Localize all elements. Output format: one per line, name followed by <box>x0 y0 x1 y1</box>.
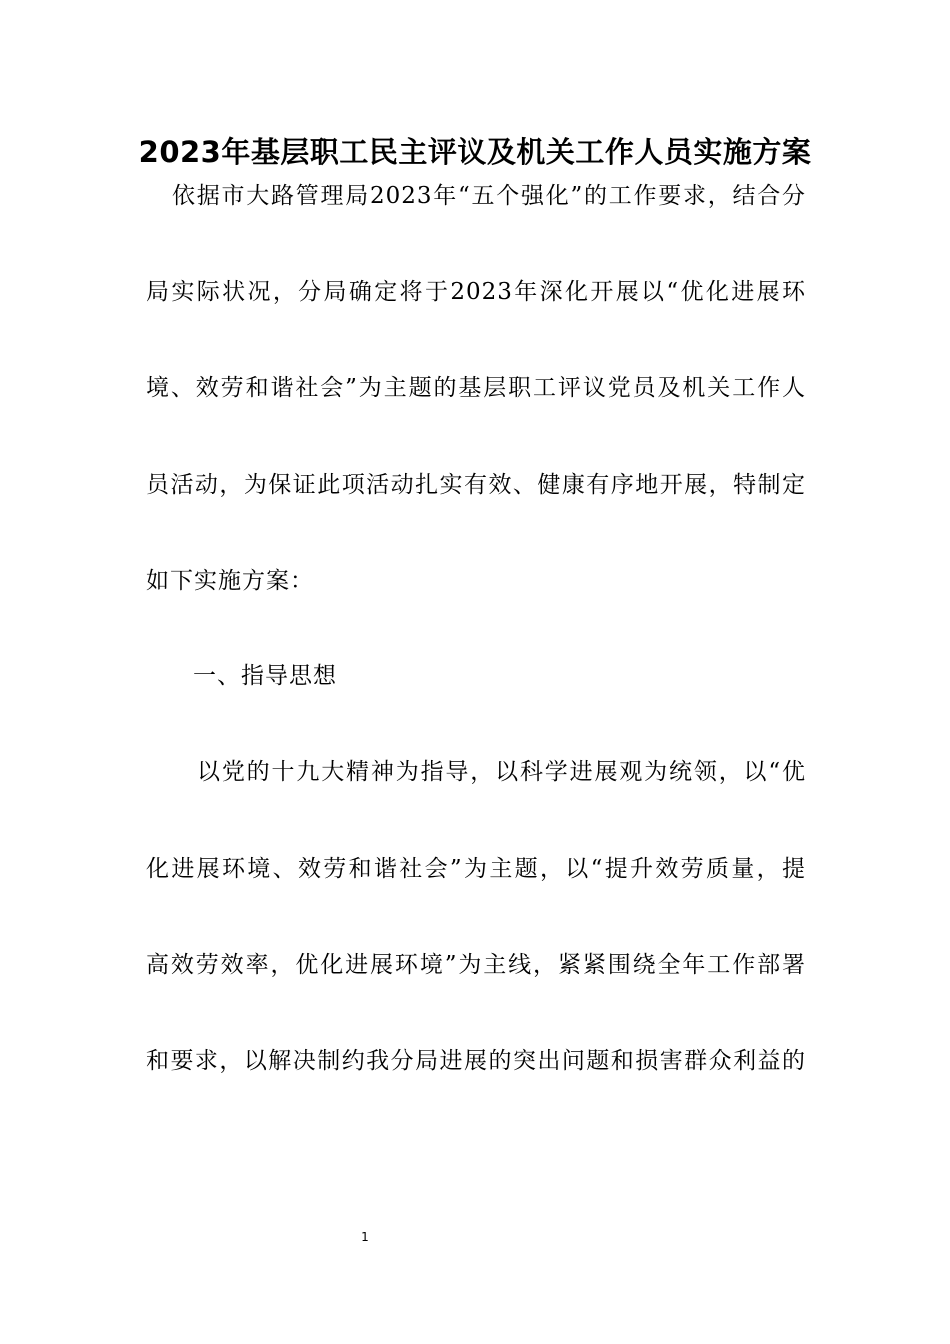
paragraph-line: 依据市大路管理局2023年“五个强化”的工作要求，结合分 <box>172 183 806 209</box>
section-heading: 一、指导思想 <box>193 663 337 689</box>
paragraph-line: 境、效劳和谐社会”为主题的基层职工评议党员及机关工作人 <box>146 375 806 401</box>
document-title: 2023年基层职工民主评议及机关工作人员实施方案 <box>138 135 812 169</box>
paragraph-line: 化进展环境、效劳和谐社会”为主题，以“提升效劳质量，提 <box>146 856 806 882</box>
paragraph-line: 高效劳效率，优化进展环境”为主线，紧紧围绕全年工作部署 <box>146 952 806 978</box>
paragraph-line: 如下实施方案： <box>146 568 314 594</box>
page-number: 1 <box>361 1230 369 1244</box>
paragraph-line: 和要求，以解决制约我分局进展的突出问题和损害群众利益的 <box>146 1048 806 1074</box>
paragraph-line: 员活动，为保证此项活动扎实有效、健康有序地开展，特制定 <box>146 472 806 498</box>
paragraph-line: 局实际状况，分局确定将于2023年深化开展以“优化进展环 <box>146 279 806 305</box>
paragraph-line: 以党的十九大精神为指导，以科学进展观为统领，以“优 <box>197 759 806 785</box>
